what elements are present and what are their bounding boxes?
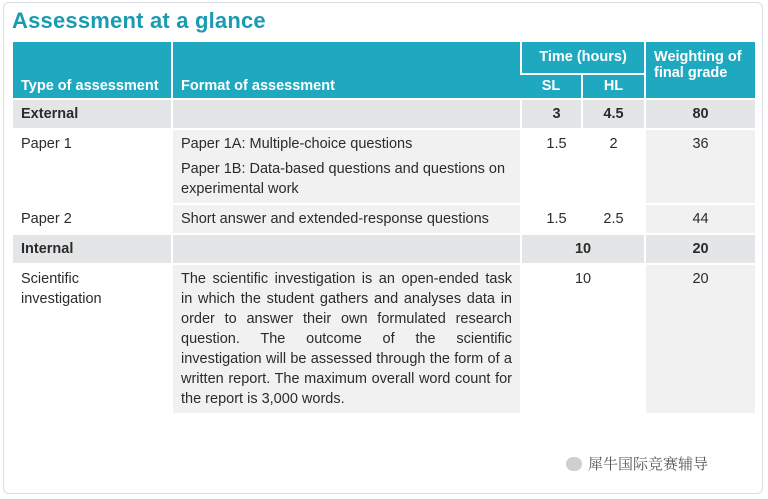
internal-weight: 20 (645, 234, 755, 264)
scientific-weight: 20 (645, 264, 755, 413)
external-label: External (13, 99, 172, 129)
paper1-row (13, 129, 755, 204)
paper1-hl: 2 (582, 129, 645, 204)
paper1a-format: Paper 1A: Multiple-choice questions (181, 136, 413, 152)
wechat-icon (566, 457, 582, 471)
paper2-row (13, 204, 755, 234)
paper2-label: Paper 2 (13, 204, 172, 234)
header-time: Time (hours) (521, 42, 645, 74)
paper1-label: Paper 1 (13, 129, 172, 204)
external-row (13, 99, 755, 129)
paper2-hl: 2.5 (582, 204, 645, 234)
scientific-row (13, 264, 755, 413)
header-sl: SL (521, 74, 582, 99)
paper1b-format: Paper 1B: Data-based questions and questions on experimental work (181, 161, 506, 197)
header-format: Format of assessment (172, 42, 521, 99)
external-sl: 3 (521, 99, 582, 129)
header-weighting: Weighting of final grade (645, 42, 755, 99)
header-type: Type of assessment (13, 42, 172, 99)
internal-row (13, 234, 755, 264)
paper2-weight: 44 (645, 204, 755, 234)
paper2-format: Short answer and extended-response questions (172, 204, 521, 234)
paper1-weight: 36 (645, 129, 755, 204)
external-weight: 80 (645, 99, 755, 129)
paper1-sl: 1.5 (521, 129, 582, 204)
scientific-label: Scientific investigation (13, 264, 172, 413)
internal-time: 10 (521, 234, 645, 264)
assessment-table (13, 42, 755, 413)
external-hl: 4.5 (582, 99, 645, 129)
header-hl: HL (582, 74, 645, 99)
watermark (566, 453, 708, 474)
page-title: Assessment at a glance (12, 8, 266, 33)
paper2-sl: 1.5 (521, 204, 582, 234)
internal-label: Internal (13, 234, 172, 264)
scientific-time: 10 (521, 264, 645, 413)
scientific-format: The scientific investigation is an open-ended task in which the student gathers and analyses data in order to answer their own formulated research question. The outcome of the scientific investigation will be assessed through the form of a written report. The maximum overall word count for the report is 3,000 words. (172, 264, 521, 413)
watermark-text: 犀牛国际竞赛辅导 (588, 456, 709, 473)
